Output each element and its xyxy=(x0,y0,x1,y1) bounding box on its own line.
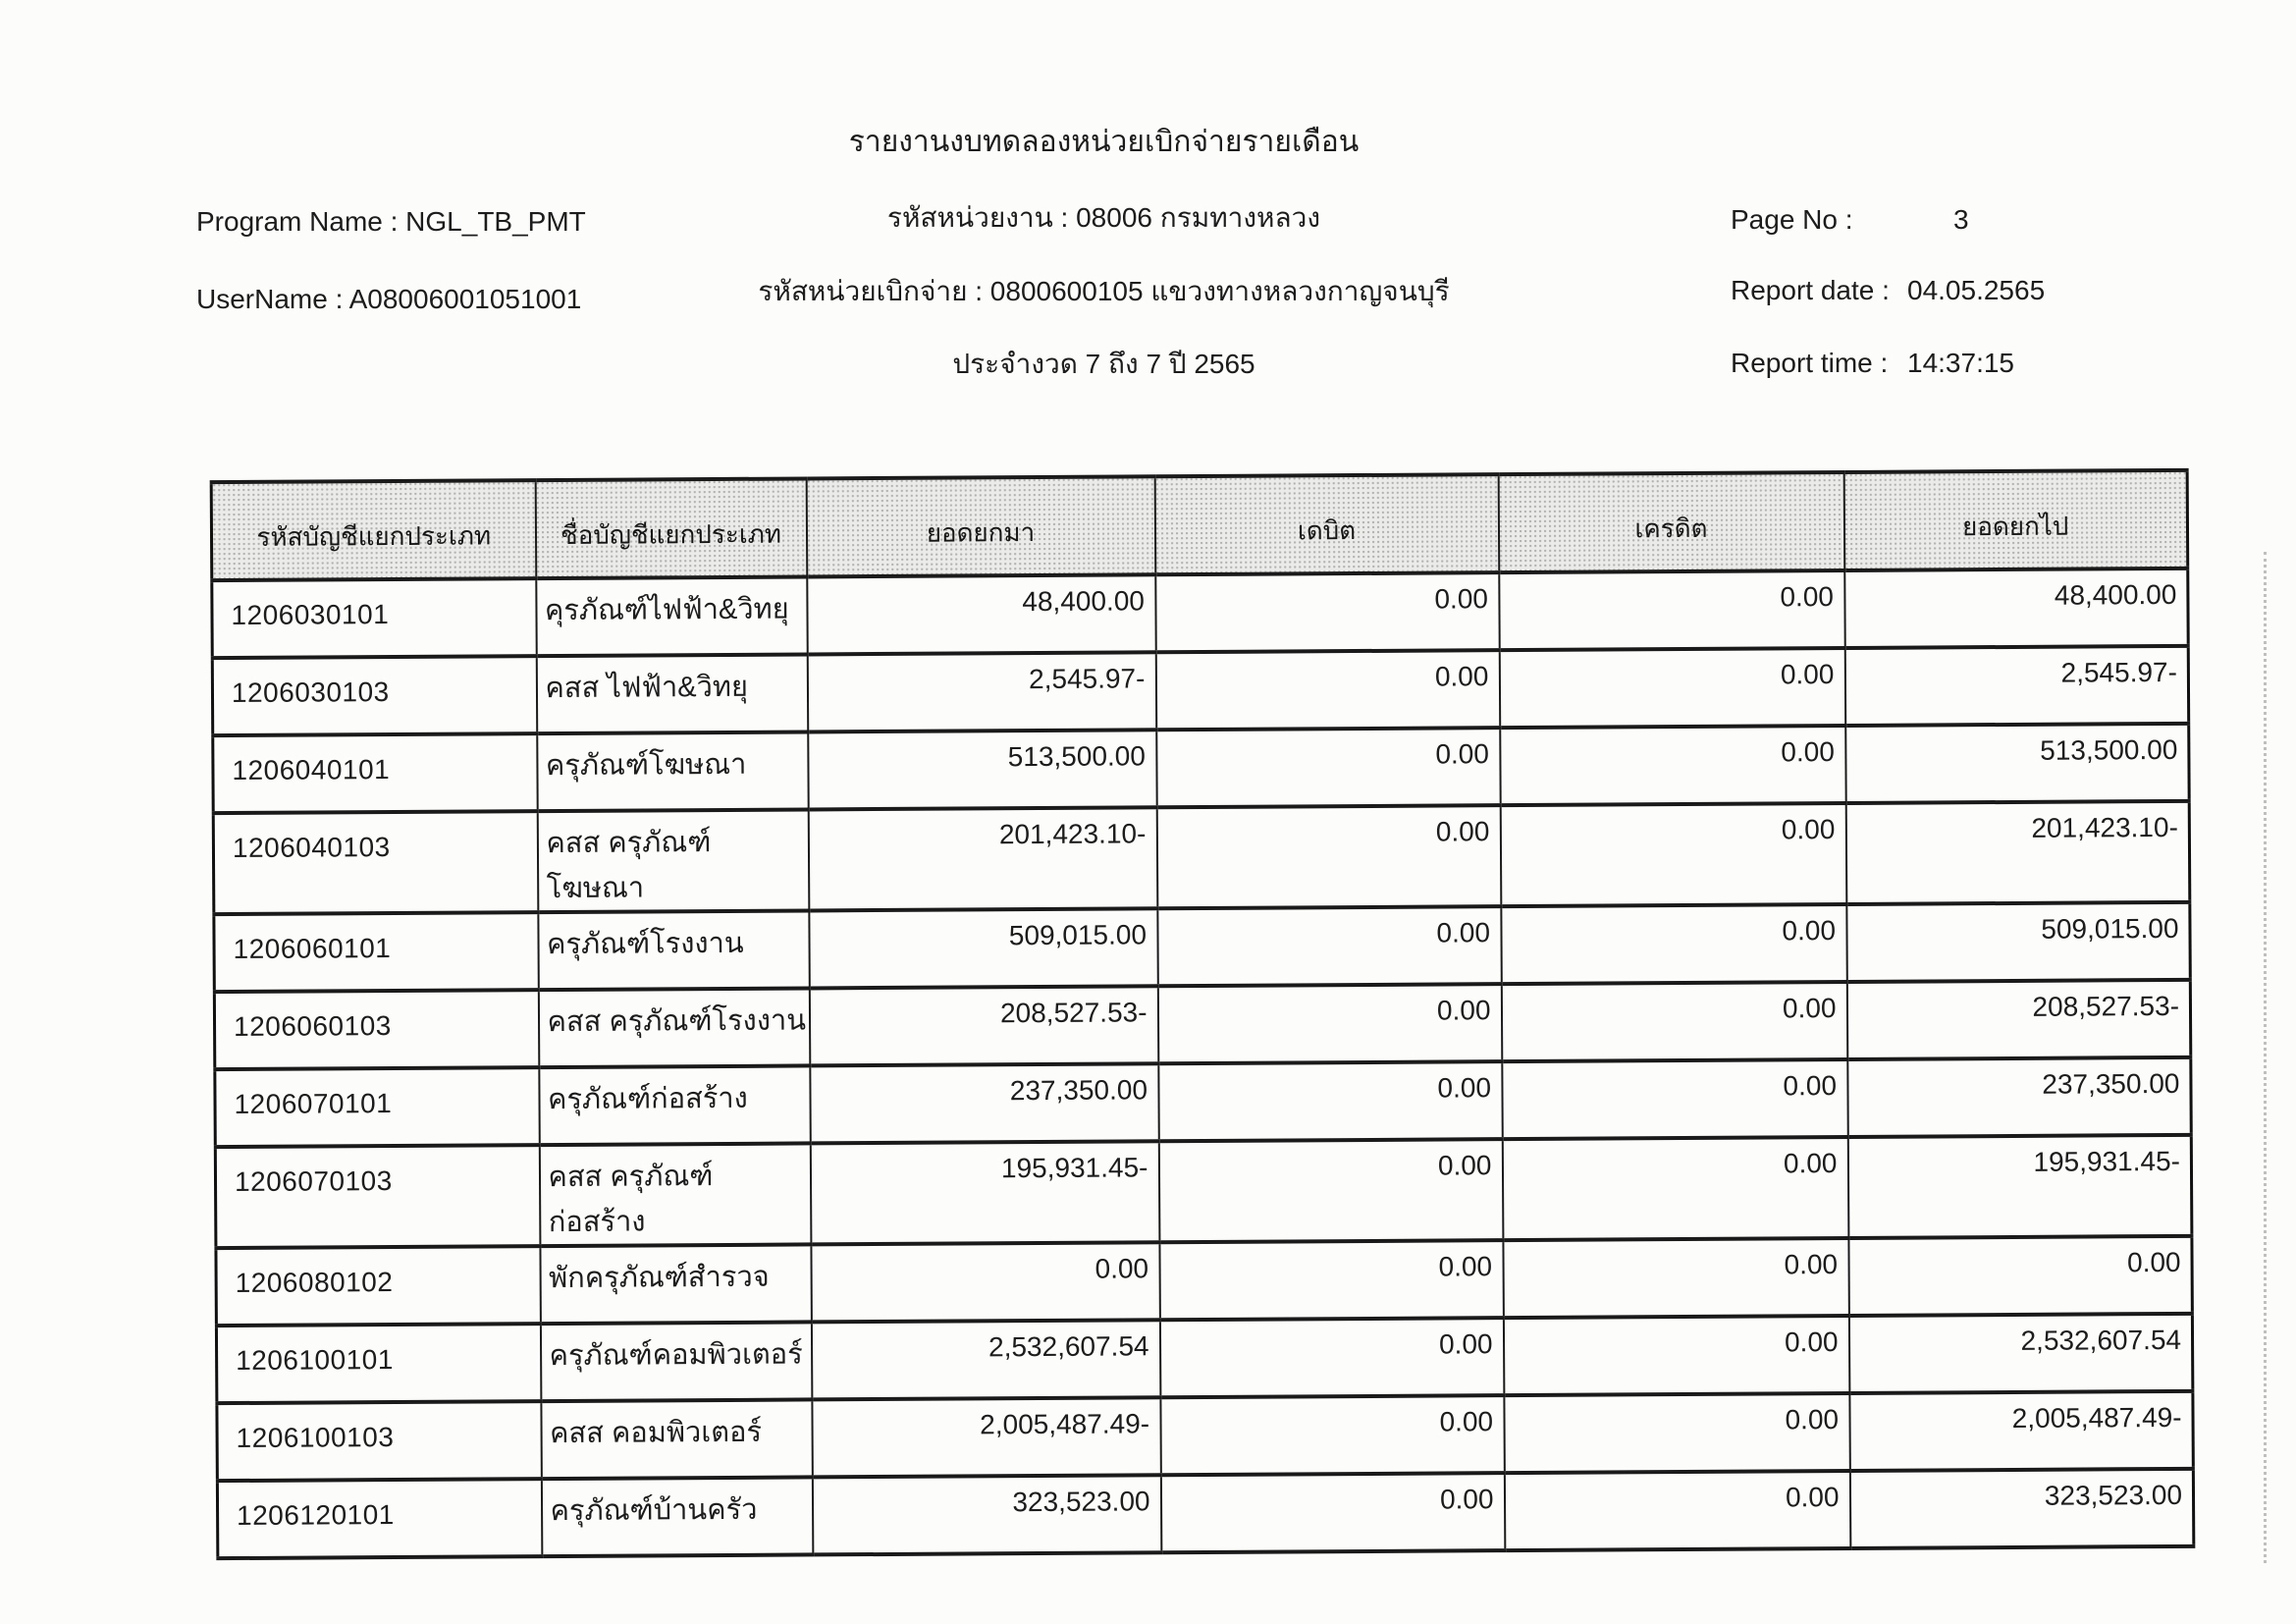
cell-closing-balance: 0.00 xyxy=(1848,1236,2192,1316)
table-row xyxy=(212,568,2188,658)
cell-credit: 0.00 xyxy=(1499,648,1844,728)
cell-account-code: 1206070101 xyxy=(215,1067,539,1147)
agency-code-line: รหัสหน่วยงาน : 08006 กรมทางหลวง xyxy=(886,202,1321,233)
cell-account-name: ครุภัณฑ์คอมพิวเตอร์ xyxy=(540,1322,811,1401)
cell-account-code: 1206040103 xyxy=(213,811,538,914)
cell-account-name: คสส คอมพิวเตอร์ xyxy=(541,1399,812,1479)
table-row xyxy=(217,1391,2193,1481)
scan-edge-artifact xyxy=(2264,552,2267,1563)
cell-opening-balance: 513,500.00 xyxy=(808,730,1156,809)
page-no-label: Page No : xyxy=(1731,204,1853,235)
table-row xyxy=(214,980,2190,1069)
cell-account-name: พักครุภัณฑ์สำรวจ xyxy=(540,1244,811,1324)
cell-credit: 0.00 xyxy=(1500,726,1845,805)
user-name-line: UserName : A08006001051001 xyxy=(196,284,582,314)
table-row xyxy=(216,1236,2192,1326)
cell-debit: 0.00 xyxy=(1159,1240,1503,1320)
cell-opening-balance: 2,545.97- xyxy=(807,652,1155,731)
table-row xyxy=(217,1469,2193,1558)
cell-account-name: คสส ไฟฟ้า&วิทยุ xyxy=(536,654,807,733)
cell-account-code: 1206120101 xyxy=(217,1479,541,1558)
cell-closing-balance: 509,015.00 xyxy=(1846,902,2190,982)
cell-account-code: 1206030101 xyxy=(212,578,536,658)
cell-debit: 0.00 xyxy=(1157,906,1501,986)
col-header-closing-balance: ยอดยกไป xyxy=(1843,470,2188,570)
cell-closing-balance: 48,400.00 xyxy=(1844,568,2188,648)
cell-opening-balance: 509,015.00 xyxy=(809,908,1157,988)
trial-balance-table xyxy=(210,468,2196,1560)
cell-credit: 0.00 xyxy=(1504,1471,1849,1550)
cell-opening-balance: 0.00 xyxy=(811,1242,1159,1322)
cell-credit: 0.00 xyxy=(1504,1393,1849,1473)
cell-account-name: คสส ครุภัณฑ์ก่อสร้าง xyxy=(539,1143,811,1246)
cell-credit: 0.00 xyxy=(1503,1316,1848,1395)
col-header-credit: เครดิต xyxy=(1498,472,1844,572)
cell-debit: 0.00 xyxy=(1159,1318,1503,1397)
cell-opening-balance: 2,005,487.49- xyxy=(812,1397,1160,1477)
report-time-label: Report time : xyxy=(1731,348,1889,378)
cell-account-name: ครุภัณฑ์บ้านครัว xyxy=(541,1477,812,1556)
cell-account-name: คสส ครุภัณฑ์โฆษณา xyxy=(537,809,809,912)
cell-debit: 0.00 xyxy=(1160,1473,1504,1552)
cell-account-name: ครุภัณฑ์โรงงาน xyxy=(538,910,809,990)
cell-debit: 0.00 xyxy=(1155,572,1499,652)
col-header-account-code: รหัสบัญชีแยกประเภท xyxy=(211,480,536,580)
cell-account-name: ครุภัณฑ์ก่อสร้าง xyxy=(539,1065,810,1145)
cell-opening-balance: 48,400.00 xyxy=(807,574,1155,654)
cell-debit: 0.00 xyxy=(1156,805,1501,908)
cell-account-code: 1206040101 xyxy=(213,733,537,813)
cell-closing-balance: 323,523.00 xyxy=(1849,1469,2193,1548)
table-row xyxy=(215,1057,2191,1147)
cell-debit: 0.00 xyxy=(1160,1395,1504,1475)
cell-account-code: 1206060103 xyxy=(214,990,538,1069)
report-time-value: 14:37:15 xyxy=(1907,348,2014,378)
cell-closing-balance: 208,527.53- xyxy=(1846,980,2190,1059)
table-row xyxy=(214,902,2190,992)
table-row xyxy=(213,724,2189,813)
cell-account-name: คุรภัณฑ์ไฟฟ้า&วิทยุ xyxy=(536,576,807,656)
cell-opening-balance: 195,931.45- xyxy=(810,1141,1159,1244)
cell-account-name: คสส ครุภัณฑ์โรงงาน xyxy=(538,988,809,1067)
page-no-value: 3 xyxy=(1953,204,1969,235)
trial-balance-table-wrap xyxy=(210,468,2196,1560)
cell-opening-balance: 237,350.00 xyxy=(810,1063,1158,1143)
cell-account-code: 1206060101 xyxy=(214,912,538,992)
cell-account-code: 1206100103 xyxy=(217,1401,541,1481)
cell-credit: 0.00 xyxy=(1501,904,1846,984)
cell-debit: 0.00 xyxy=(1158,1139,1503,1242)
cell-opening-balance: 208,527.53- xyxy=(809,986,1157,1065)
cell-debit: 0.00 xyxy=(1157,984,1501,1063)
report-date-label: Report date : xyxy=(1731,275,1890,305)
cell-credit: 0.00 xyxy=(1503,1238,1848,1318)
cell-opening-balance: 323,523.00 xyxy=(812,1475,1160,1554)
cell-account-name: ครุภัณฑ์โฆษณา xyxy=(537,731,808,811)
cell-opening-balance: 2,532,607.54 xyxy=(811,1320,1159,1399)
cell-account-code: 1206100101 xyxy=(216,1324,540,1403)
disbursement-unit-line: รหัสหน่วยเบิกจ่าย : 0800600105 แขวงทางหลวงกาญจนบุรี xyxy=(758,276,1450,306)
program-name-line: Program Name : NGL_TB_PMT xyxy=(196,206,586,237)
period-line: ประจำงวด 7 ถึง 7 ปี 2565 xyxy=(952,349,1255,379)
col-header-opening-balance: ยอดยกมา xyxy=(806,476,1155,576)
cell-credit: 0.00 xyxy=(1502,1059,1847,1139)
table-row xyxy=(215,1135,2192,1248)
cell-credit: 0.00 xyxy=(1502,1137,1848,1240)
table-row xyxy=(216,1314,2192,1403)
report-date-value: 04.05.2565 xyxy=(1907,275,2046,305)
table-row xyxy=(213,801,2190,914)
cell-closing-balance: 237,350.00 xyxy=(1847,1057,2191,1137)
table-row xyxy=(212,646,2188,735)
cell-debit: 0.00 xyxy=(1156,728,1500,807)
col-header-account-name: ชื่อบัญชีแยกประเภท xyxy=(535,478,807,578)
report-title: รายงานงบทดลองหน่วยเบิกจ่ายรายเดือน xyxy=(848,126,1360,158)
cell-account-code: 1206070103 xyxy=(215,1145,540,1248)
table-header-row xyxy=(211,470,2188,580)
cell-credit: 0.00 xyxy=(1500,803,1846,906)
cell-closing-balance: 195,931.45- xyxy=(1847,1135,2192,1238)
cell-debit: 0.00 xyxy=(1158,1061,1502,1141)
cell-credit: 0.00 xyxy=(1499,570,1844,650)
cell-opening-balance: 201,423.10- xyxy=(808,807,1157,910)
cell-closing-balance: 513,500.00 xyxy=(1845,724,2189,803)
cell-closing-balance: 2,005,487.49- xyxy=(1849,1391,2193,1471)
cell-closing-balance: 201,423.10- xyxy=(1845,801,2190,904)
cell-account-code: 1206080102 xyxy=(216,1246,540,1326)
cell-account-code: 1206030103 xyxy=(212,656,536,735)
col-header-debit: เดบิต xyxy=(1154,474,1499,574)
cell-closing-balance: 2,545.97- xyxy=(1844,646,2188,726)
cell-credit: 0.00 xyxy=(1501,982,1846,1061)
cell-debit: 0.00 xyxy=(1155,650,1499,730)
cell-closing-balance: 2,532,607.54 xyxy=(1848,1314,2192,1393)
